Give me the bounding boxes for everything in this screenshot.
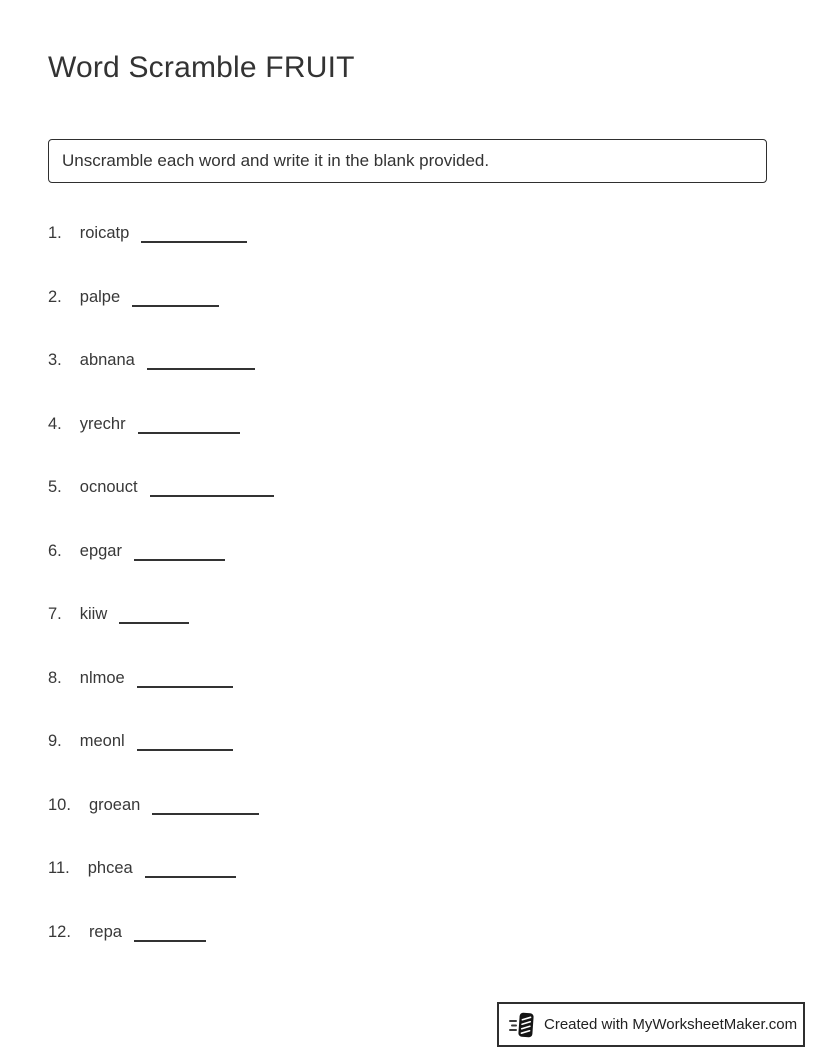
item-word: phcea (87, 859, 133, 877)
instruction-text: Unscramble each word and write it in the blank provided. (62, 151, 490, 170)
word-list-item (48, 794, 274, 816)
word-list-item (48, 603, 274, 625)
word-list-item (48, 222, 274, 244)
answer-blank[interactable] (147, 352, 255, 370)
item-word: meonl (79, 732, 125, 750)
item-word: kiiw (79, 605, 108, 623)
word-list-item (48, 476, 274, 498)
item-number: 12. (48, 922, 71, 941)
item-word: roicatp (79, 224, 130, 242)
word-list-item (48, 349, 274, 371)
item-word: repa (88, 922, 122, 941)
answer-blank[interactable] (137, 670, 233, 688)
item-number: 10. (48, 795, 71, 814)
word-list-item (48, 667, 274, 689)
worksheet-maker-logo-icon (509, 1010, 537, 1040)
item-number: 1. (48, 224, 62, 242)
item-number: 3. (48, 351, 62, 369)
answer-blank[interactable] (152, 797, 259, 815)
item-number: 9. (48, 732, 62, 750)
item-number: 4. (48, 414, 62, 433)
answer-blank[interactable] (119, 606, 189, 624)
item-number: 7. (48, 605, 62, 623)
item-number: 2. (48, 287, 62, 306)
answer-blank[interactable] (134, 543, 225, 561)
word-list-item (48, 413, 274, 435)
answer-blank[interactable] (137, 733, 233, 751)
answer-blank[interactable] (132, 289, 219, 307)
item-word: ocnouct (79, 478, 138, 496)
word-list-item (48, 857, 274, 879)
word-list-item (48, 540, 274, 562)
answer-blank[interactable] (141, 225, 247, 243)
item-number: 11. (48, 859, 70, 877)
word-list-item (48, 286, 274, 308)
answer-blank[interactable] (138, 416, 240, 434)
word-list (48, 222, 274, 984)
item-word: groean (88, 795, 141, 814)
item-number: 6. (48, 541, 62, 560)
credit-text: Created with MyWorksheetMaker.com (544, 1016, 798, 1033)
word-list-item (48, 921, 274, 943)
instruction-box (48, 139, 767, 183)
word-list-item (48, 730, 274, 752)
item-word: nlmoe (79, 668, 125, 687)
item-word: palpe (79, 287, 121, 306)
item-number: 8. (48, 668, 62, 687)
item-number: 5. (48, 478, 62, 496)
item-word: epgar (79, 541, 122, 560)
answer-blank[interactable] (134, 924, 206, 942)
item-word: yrechr (79, 414, 126, 433)
answer-blank[interactable] (145, 860, 236, 878)
item-word: abnana (79, 351, 135, 369)
credit-badge (497, 1002, 805, 1047)
page-title: Word Scramble FRUIT (48, 51, 355, 84)
answer-blank[interactable] (150, 479, 274, 497)
